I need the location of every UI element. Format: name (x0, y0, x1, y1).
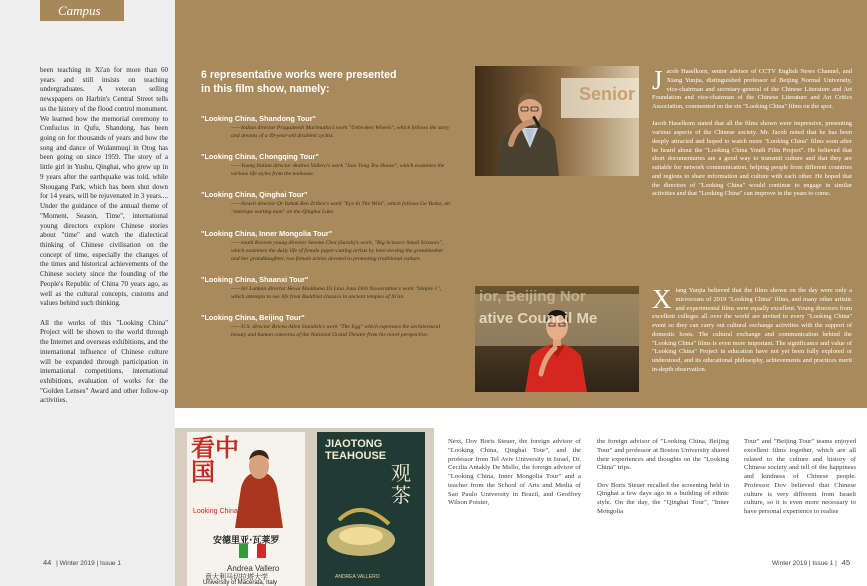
work-item (201, 313, 451, 339)
work-item (201, 114, 451, 140)
work-desc: ——Israeli director Or Itzhak Ben Zrihen's work "Eye In The Wild", which follows Ge Yusha, an "antelope waiting man" on the Qinghai Lake. (231, 201, 451, 216)
photo-speaker-1 (475, 66, 639, 176)
work-desc: ——U.S. director Briceu Allen Standish's work "The Egg" which expresses the architectural beauty and human concerns of the National Grand Theatre from his novel perspective. (231, 324, 441, 339)
footer-left: 44 | Winter 2019 | Issue 1 (43, 558, 121, 567)
poster-university-chinese: 意大利马切拉塔大学 (205, 573, 268, 581)
work-title: "Looking China, Shandong Tour" (201, 114, 317, 123)
issue-season-left: Winter 2019 (59, 560, 95, 567)
poster-right-credit: ANDREA VALLERO (335, 574, 380, 580)
work-desc: ——south Korean young director Seeone Choi (Sarah)'s work, "Big Scissors Small Scissors", which examines the daily life of female paper-cutting artists by interviewing the grandmother and her granddaughter, two female artists devoted to promoting traditional culture. (231, 239, 444, 262)
poster-name-chinese: 安德里亚·瓦莱罗 (213, 536, 280, 546)
photo2-banner-text: ative Council Me (479, 310, 598, 327)
poster-logo-text: Looking China (193, 508, 238, 515)
works-list (201, 114, 451, 351)
right-paragraph-text: acob Haselkorn, senior advisor of CCTV English News Channel, and Xiang Yunjia, distinguished professor of Beijing Normal University, vice-chairman and secretary-general of the Chinese Literature and Art Foundation and vice-chairman of the Chinese Literature and Art Critics Association, commented on the six "Looking China" films on the spot. (652, 68, 852, 110)
poster-name: Andrea Vallero (227, 564, 280, 573)
bottom-column-2 (597, 438, 729, 517)
poster-chinese-title: 看中国 (191, 434, 239, 486)
section-tag: Campus (40, 0, 124, 21)
bottom-column-1: Next, Dov Boris Steuer, the foreign advisor of "Looking China, Qinghai Tour", and the professor from Tel Aviv University in Israel, Dr. Cecilia Antakly De Mello, the foreign advisor of "Looking China, Inner Mongolia Tour" and a teacher from the School of Arts and Media of Sao Paulo University in Brazil, and Geoffrey Wilson Poister, (448, 438, 581, 507)
poster-university: University of Macerata, Italy (203, 580, 278, 586)
right-paragraph (652, 284, 852, 375)
bottom-paragraph: Dov Boris Steuer recalled the screening held in Qinghai a few days ago in a building of ethnic style. On the day, the "Qinghai Tour", "Inner Mongolia (597, 481, 729, 515)
issue-number-left: Issue 1 (100, 560, 121, 567)
left-paragraph: All the works of this "Looking China" Project will be shown to the world through the Internet and overseas exhibitions, and the international influence of Chinese culture will be expanded through participation in international competitions, international exhibitions, evaluation of works for the "Golden Lenses" Award and other follow-up activities. (40, 318, 168, 405)
right-text-block-1 (652, 65, 852, 199)
issue-number-right: Issue 1 (812, 560, 834, 567)
poster-right-chinese: 观茶 (391, 461, 411, 507)
work-title: "Looking China, Shaanxi Tour" (201, 274, 309, 284)
feature-heading: 6 representative works were presented in this film show, namely: (201, 69, 397, 95)
footer-right: Winter 2019 | Issue 1 | 45 (772, 558, 850, 567)
photo-speaker-2 (475, 286, 639, 392)
work-desc: ——Young Italian director Andrea Vallero's work "Jiao Tong Tea House", which examines the various life styles from the teahouse. (231, 163, 445, 178)
work-item (201, 275, 451, 301)
page-number-left: 44 (43, 558, 52, 567)
work-item (201, 229, 451, 263)
work-desc: ——Indian director Pragadeesh Marimuthu's work "Unbroken Wheels", which follows the story and dreams of a 49-year-old disabled cyclist. (231, 125, 450, 140)
work-title: "Looking China, Beijing Tour" (201, 313, 305, 323)
right-paragraph-text: iang Yunjia believed that the films shown on the day were only a microcosm of 2019 "Looking China" films, and many other artistic and experimental films were equally excellent. Young directors from excellent colleges all over the world are invited to every "Looking China" event so they can carry out cultural exchange activities with the support of domestic hosts. The cultural exchange and communication behind the "Looking China" films is even more important. The significance and value of "Looking China" Project in education have not yet been fully explored or understood, and its educational philosophy, achievements and practices merit in-depth observation. (652, 287, 852, 373)
work-title: "Looking China, Chongqing Tour" (201, 152, 319, 162)
left-column-text (40, 66, 168, 406)
poster-right-title: JIAOTONG TEAHOUSE (325, 438, 387, 462)
bottom-paragraph: the foreign advisor of "Looking China, Beijing Tour" and professor at Boston University shared their experiences and thoughts on the "Looking China" trips. (597, 438, 729, 472)
right-paragraph: Jacob Haselkorn stated that all the films shown were impressive, presenting various aspects of the Chinese society. Mr. Jacob noted that he has been deeply attracted and hoped to watch more "Looking China" films soon after he heard about the "Looking China Youth Film Project". He believed that short documentaries are a good way to transmit culture and that they are suitable for network communication, helping people from different countries and regions to share information and culture with each other. He hoped that the directors of "Looking China" would continue to engage in similar activities and that "Looking China" can improve in the years to come. (652, 120, 852, 198)
dropcap: X (652, 284, 672, 314)
work-item (201, 152, 451, 178)
work-item (201, 190, 451, 216)
work-title: "Looking China, Inner Mongolia Tour" (201, 228, 333, 238)
page-number-right: 45 (841, 558, 850, 567)
right-paragraph (652, 65, 852, 112)
photo-posters (175, 428, 434, 586)
photo2-banner-text-top: ior, Beijing Nor (479, 288, 586, 305)
work-desc: ——Sri Lankan director Hewa Madduma Di Lina Jona Dith Nawarathne's work "Simple 1", which attempts to see life from Buddhist classics in ancient temples of Xi'an. (231, 285, 442, 300)
speaker-1-image (475, 66, 639, 176)
dropcap: J (652, 65, 663, 95)
issue-season-right: Winter 2019 (772, 560, 808, 567)
photo1-banner-text: Senior (579, 84, 636, 104)
work-title: "Looking China, Qinghai Tour" (201, 190, 308, 200)
right-text-block-2 (652, 284, 852, 375)
left-paragraph: been teaching in Xi'an for more than 60 years and still insists on teaching undergraduates. A veteran selling newspapers on Harbin's Central Street tells us the history of the flood control monument. We learned how the memorial ceremony to Confucius in Qufu, Shandong, has been going on for thousands of years and how the song and dance of Wulanmuqi in Otog has been going on since 1959. The story of a little girl in Yushu, Qinghai, who grew up in 9 years after the earthquake was told, while Shougang Park, which has been shut down for 14 years, will be rejuvenated in 3 years.... Under the guidance of the annual theme of "Moment, Season, Time", international young directors explore Chinese stories about "time" and watch the dialectical thinking of Chinese civilisation on the concept of time, especially the changes of the times and historical achievements of the Chinese society since the founding of the People's Republic of China 70 years ago, as well as the cultural concepts, customs and values behind such thinking. (40, 66, 168, 308)
bottom-column-3: Tour" and "Beijing Tour" teams enjoyed excellent films together, which are all related to the culture and history of Chinese society and tell of the happiness and kindness of Chinese people. Professor Dov believed that Chinese culture is very different from Israeli culture, so it is even more necessary to have personal experience to realise (744, 438, 856, 515)
